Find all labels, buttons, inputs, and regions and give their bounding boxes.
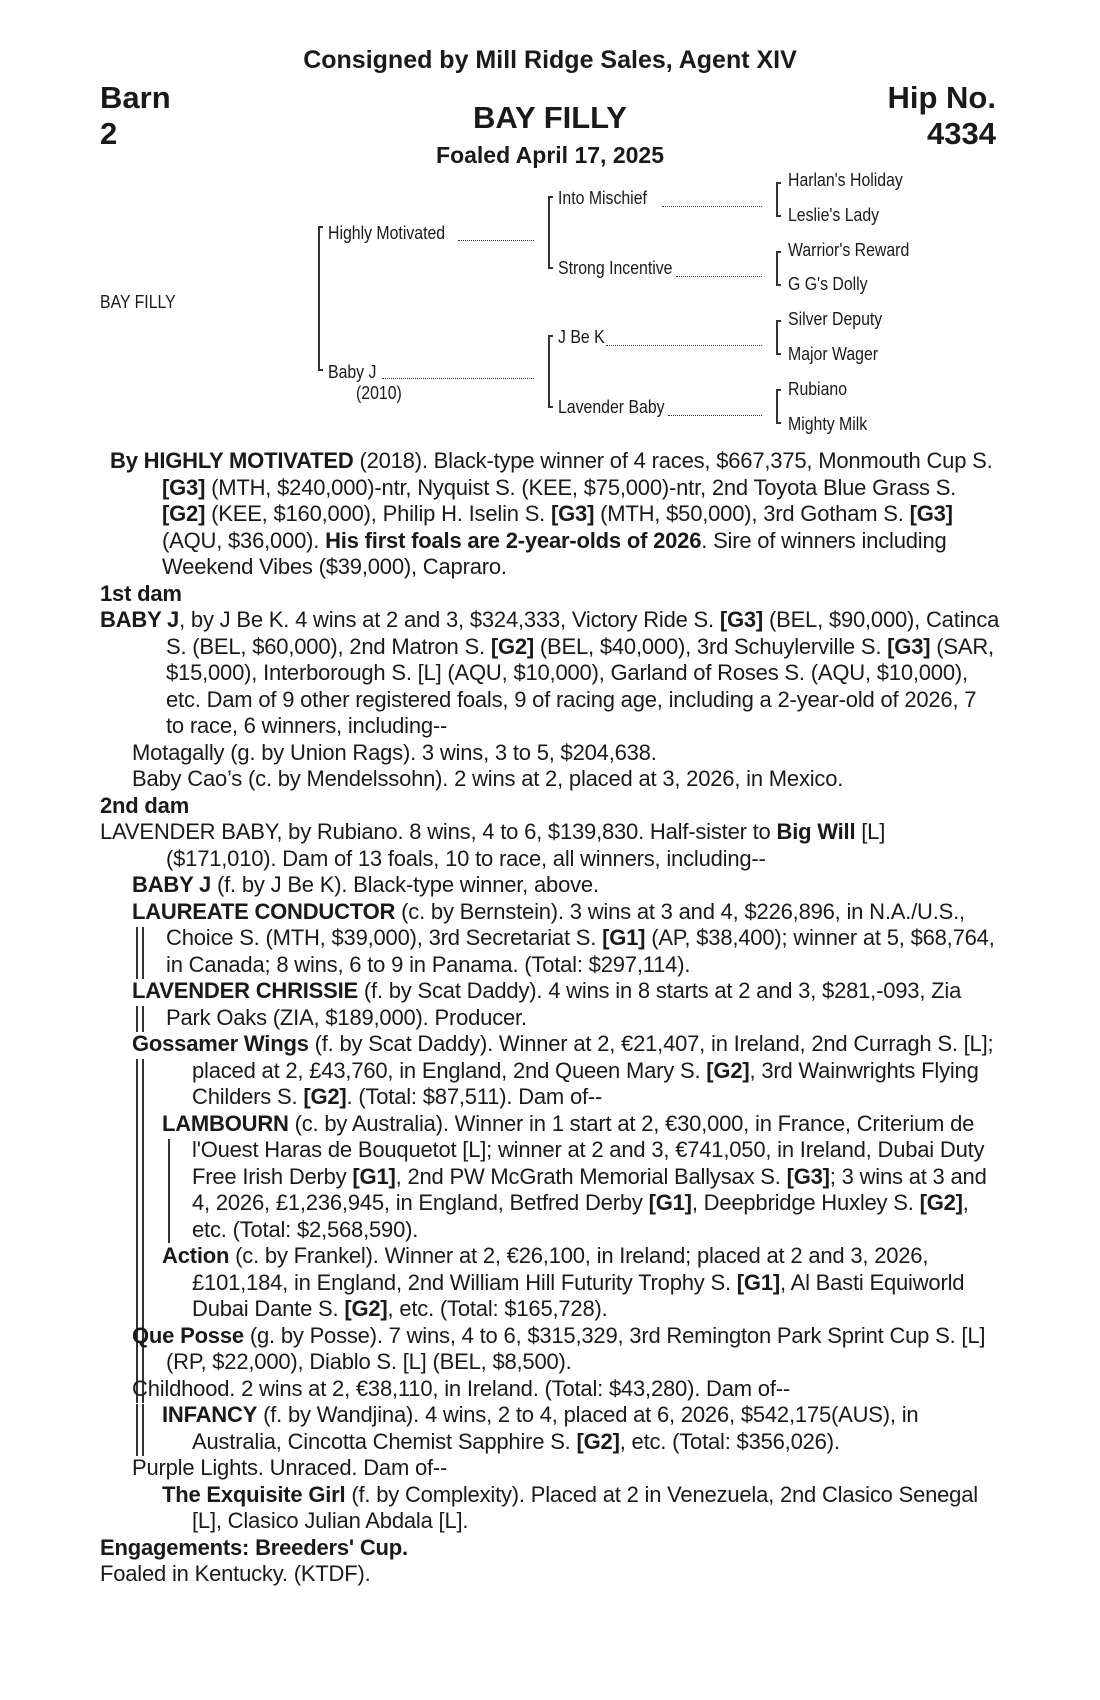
pedigree-sire-dam: Strong Incentive xyxy=(558,258,673,278)
pedigree-subject: BAY FILLY xyxy=(100,292,176,312)
second-dam-paragraph: LAVENDER BABY, by Rubiano. 8 wins, 4 to 6, $139,830. Half-sister to Big Will [L] ($171,010). Dam of 13 foals, 10 to race, all winners, including-- xyxy=(100,819,886,871)
first-dam-heading: 1st dam xyxy=(100,580,182,606)
sire-paragraph: By HIGHLY MOTIVATED (2018). Black-type winner of 4 races, $667,375, Monmouth Cup S. [G3] (MTH, $240,000)-ntr, Nyquist S. (KEE, $75,000)-ntr, 2nd Toyota Blue Grass S. [G2] (KEE, $160,000), Philip H. Iselin S. [G3] (MTH, $50,000), 3rd Gotham S. [G3] (AQU, $36,000). His first foals are 2-year-olds of 2026. Sire of winners including Weekend Vibes ($39,000), Capraro. xyxy=(110,448,993,579)
produce-lambourn: LAMBOURN (c. by Australia). Winner in 1 start at 2, €30,000, in France, Criterium de l'Ouest Haras de Bouquetot [L]; winner at 2 and 3, €741,050, in Ireland, Dubai Duty Free Irish Derby [G1], 2nd PW McGrath Memorial Ballysax S. [G3]; 3 wins at 3 and 4, 2026, £1,236,945, in England, Betfred Derby [G1], Deepbridge Huxley S. [G2], etc. (Total: $2,568,590). xyxy=(162,1110,987,1242)
pedigree-sire: Highly Motivated xyxy=(328,223,446,243)
produce-action: Action (c. by Frankel). Winner at 2, €26,100, in Ireland; placed at 2 and 3, 2026, £101,184, in England, 2nd William Hill Futurity Trophy S. [G1], Al Basti Equiworld Dubai Dante S. [G2], etc. (Total: $165,728). xyxy=(162,1243,965,1321)
produce-infancy: INFANCY (f. by Wandjina). 4 wins, 2 to 4, placed at 6, 2026, $542,175(AUS), in Australia, Cincotta Chemist Sapphire S. [G2], etc. (Total: $356,026). xyxy=(162,1402,919,1454)
second-dam-heading: 2nd dam xyxy=(100,792,190,818)
produce-lavender-chrissie: LAVENDER CHRISSIE (f. by Scat Daddy). 4 wins in 8 starts at 2 and 3, $281,-093, Zia Park Oaks (ZIA, $189,000). Producer. xyxy=(100,978,1000,1031)
pedigree-dam-dam: Lavender Baby xyxy=(558,397,665,417)
page-title: BAY FILLY xyxy=(473,100,627,135)
hip-number: 4334 xyxy=(927,116,996,151)
produce-baby-j: BABY J (f. by J Be K). Black-type winner, above. xyxy=(132,872,599,897)
foaled-date: Foaled April 17, 2025 xyxy=(436,142,664,168)
produce-childhood: Childhood. 2 wins at 2, €38,110, in Ireland. (Total: $43,280). Dam of-- INFANCY (f. by Wandjina). 4 wins, 2 to 4, placed at 6, 2026, $542,175(AUS), in Australia, Cincotta Chemist Sapphire S. [G2], etc. (Total: $356,026). xyxy=(100,1376,1000,1456)
produce-purple-lights: Purple Lights. Unraced. Dam of-- xyxy=(132,1455,448,1480)
pedigree-dam-sire: J Be K xyxy=(558,327,605,347)
produce-que-posse: Que Posse (g. by Posse). 7 wins, 4 to 6, $315,329, 3rd Remington Park Sprint Cup S. [L] (RP, $22,000), Diablo S. [L] (BEL, $8,500). xyxy=(100,1323,1000,1376)
foaled-in: Foaled in Kentucky. (KTDF). xyxy=(100,1561,371,1586)
first-dam-foal-1: Motagally (g. by Union Rags). 3 wins, 3 to 5, $204,638. xyxy=(132,739,657,765)
pedigree-dam: Baby J xyxy=(328,362,377,382)
pedigree-ggp-2: Leslie's Lady xyxy=(788,205,880,225)
barn-number: 2 xyxy=(100,116,118,151)
pedigree-ggp-4: G G's Dolly xyxy=(788,274,868,294)
pedigree-ggp-6: Major Wager xyxy=(788,344,879,364)
pedigree-ggp-5: Silver Deputy xyxy=(788,309,883,329)
engagements: Engagements: Breeders' Cup. xyxy=(100,1534,408,1560)
pedigree-ggp-3: Warrior's Reward xyxy=(788,240,910,260)
pedigree-dam-year: (2010) xyxy=(356,383,402,403)
barn-label: Barn xyxy=(100,80,171,115)
first-dam-paragraph: BABY J, by J Be K. 4 wins at 2 and 3, $324,333, Victory Ride S. [G3] (BEL, $90,000), Catinca S. (BEL, $60,000), 2nd Matron S. [G2] (BEL, $40,000), 3rd Schuylerville S. [G3] (SAR, $15,000), Interborough S. [L] (AQU, $10,000), Garland of Roses S. (AQU, $10,000), etc. Dam of 9 other registered foals, 9 of racing age, including a 2-year-old of 2026, 7 to race, 6 winners, including-- xyxy=(100,607,1000,738)
pedigree-sire-sire: Into Mischief xyxy=(558,188,647,208)
hip-label: Hip No. xyxy=(887,80,996,115)
first-dam-foal-2: Baby Cao’s (c. by Mendelssohn). 2 wins at 2, placed at 3, 2026, in Mexico. xyxy=(132,766,844,791)
produce-laureate-conductor: LAUREATE CONDUCTOR (c. by Bernstein). 3 wins at 3 and 4, $226,896, in N.A./U.S., Choice S. (MTH, $39,000), 3rd Secretariat S. [G1] (AP, $38,400); winner at 5, $68,764, in Canada; 8 wins, 6 to 9 in Panama. (Total: $297,114). xyxy=(132,898,995,977)
consignor-line: Consigned by Mill Ridge Sales, Agent XIV xyxy=(303,46,797,74)
catalog-body xyxy=(100,448,1000,1588)
pedigree-ggp-7: Rubiano xyxy=(788,379,848,399)
pedigree-ggp-1: Harlan's Holiday xyxy=(788,170,903,190)
produce-gossamer-wings: Gossamer Wings (f. by Scat Daddy). Winner at 2, €21,407, in Ireland, 2nd Curragh S. [L]; placed at 2, £43,760, in England, 2nd Queen Mary S. [G2], 3rd Wainwrights Flying Childers S. [G2]. (Total: $87,511). Dam of-- LAMBOURN (c. by Australia). Winner in 1 start at 2, €30,000, in France, Criterium de l'Ouest Haras de Bouquetot [L]; winner at 2 and 3, €741,050, in Ireland, Dubai Duty Free Irish Derby [G1], 2nd PW McGrath Memorial Ballysax S. [G3]; 3 wins at 3 and 4, 2026, £1,236,945, in England, Betfred Derby [G1], Deepbridge Huxley S. [G2], etc. (Total: $2,568,590). Action (c. by Frankel). Winner at 2, €26,100, in Ireland; placed at 2 and 3, 2026, £101,184, in England, 2nd William Hill Futurity Trophy S. [G1], Al Basti Equiworld Dubai Dante S. [G2], etc. (Total: $165,728). xyxy=(100,1031,1000,1323)
pedigree-ggp-8: Mighty Milk xyxy=(788,414,868,434)
produce-exquisite-girl: The Exquisite Girl (f. by Complexity). Placed at 2 in Venezuela, 2nd Clasico Senegal [L], Clasico Julian Abdala [L]. xyxy=(162,1481,978,1533)
